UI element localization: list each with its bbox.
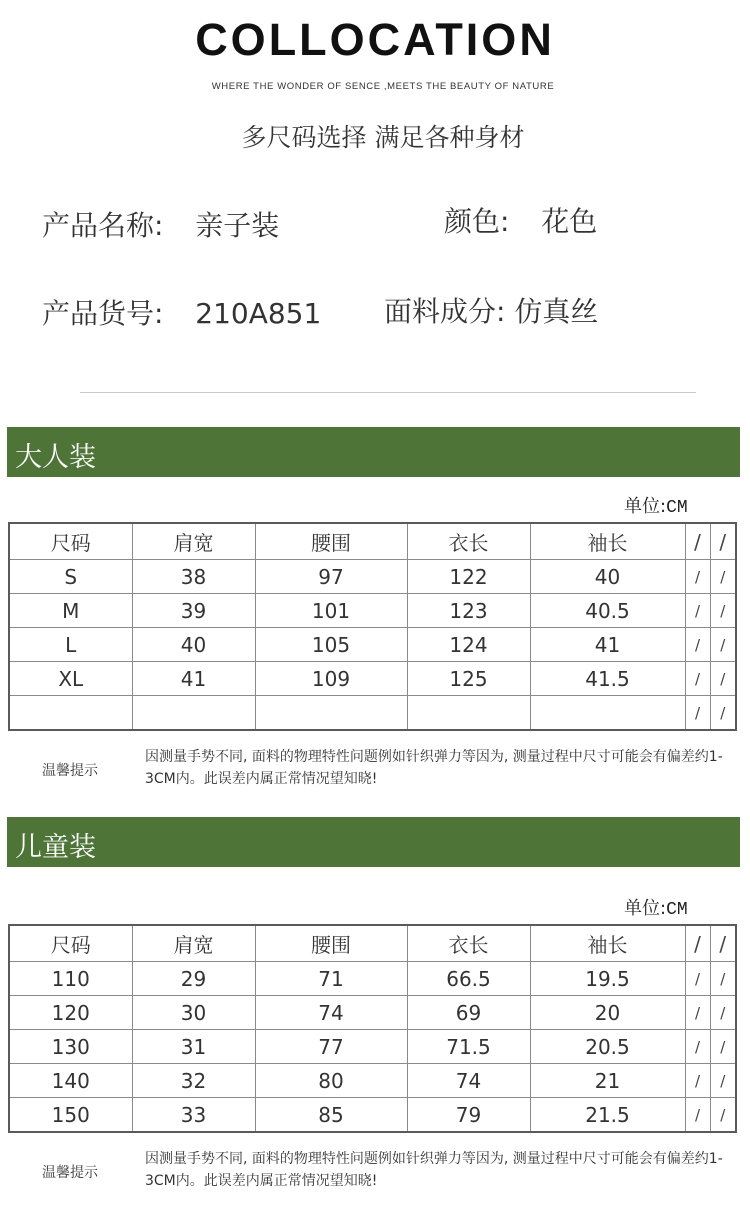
table-cell: / — [685, 1030, 710, 1064]
table-cell: 105 — [255, 628, 407, 662]
table-cell: / — [685, 1064, 710, 1098]
table-header-cell: / — [685, 523, 710, 560]
table-row — [9, 1030, 736, 1064]
table-cell: / — [710, 962, 736, 996]
adult-unit — [624, 492, 688, 518]
table-cell: 140 — [9, 1064, 132, 1098]
table-cell: / — [685, 996, 710, 1030]
adult-unit-value: CM — [666, 498, 688, 518]
kids-size-table — [8, 924, 737, 1133]
adult-note-label: 温馨提示 — [42, 763, 98, 779]
product-name-value: 亲子装 — [195, 209, 280, 242]
table-cell: 150 — [9, 1098, 132, 1133]
table-cell — [407, 696, 530, 731]
table-cell: XL — [9, 662, 132, 696]
table-cell: 66.5 — [407, 962, 530, 996]
product-sku-label: 产品货号: — [42, 297, 164, 330]
table-cell: / — [685, 628, 710, 662]
table-cell — [255, 696, 407, 731]
table-cell: / — [685, 696, 710, 731]
table-cell: / — [685, 962, 710, 996]
table-cell: 85 — [255, 1098, 407, 1133]
table-cell: 74 — [407, 1064, 530, 1098]
table-cell: / — [710, 696, 736, 731]
brand-tagline: WHERE THE WONDER OF SENCE ,MEETS THE BEAUTY OF NATURE — [211, 81, 555, 92]
table-cell: 41 — [132, 662, 255, 696]
table-header-cell: 腰围 — [255, 523, 407, 560]
table-header-cell: 肩宽 — [132, 523, 255, 560]
kids-unit-value: CM — [666, 900, 688, 920]
table-cell: / — [710, 560, 736, 594]
table-cell: 39 — [132, 594, 255, 628]
table-row — [9, 1098, 736, 1133]
table-header-cell: 腰围 — [255, 925, 407, 962]
table-row — [9, 628, 736, 662]
table-cell: 101 — [255, 594, 407, 628]
table-cell: 77 — [255, 1030, 407, 1064]
table-cell: / — [685, 662, 710, 696]
table-cell: 123 — [407, 594, 530, 628]
kids-banner-title: 儿童装 — [15, 832, 96, 863]
table-cell: 80 — [255, 1064, 407, 1098]
kids-unit-label: 单位: — [624, 898, 667, 919]
table-cell: 69 — [407, 996, 530, 1030]
table-cell: / — [710, 1030, 736, 1064]
table-cell: 20 — [530, 996, 685, 1030]
table-cell: 30 — [132, 996, 255, 1030]
section-divider — [80, 392, 696, 393]
table-header-cell: 袖长 — [530, 523, 685, 560]
adult-size-table — [8, 522, 737, 731]
table-header-row — [9, 925, 736, 962]
table-cell: / — [710, 594, 736, 628]
page-subtitle: 多尺码选择 满足各种身材 — [241, 123, 525, 152]
table-cell: 41.5 — [530, 662, 685, 696]
table-cell: 29 — [132, 962, 255, 996]
table-header-row — [9, 523, 736, 560]
table-header-cell: 衣长 — [407, 925, 530, 962]
table-cell: 79 — [407, 1098, 530, 1133]
product-sku-row — [42, 292, 321, 332]
table-cell: / — [685, 560, 710, 594]
table-cell: 40 — [530, 560, 685, 594]
kids-unit — [624, 894, 688, 920]
kids-banner — [7, 817, 740, 867]
product-sku-value: 210A851 — [195, 297, 322, 330]
product-name-label: 产品名称: — [42, 209, 164, 242]
table-cell: 110 — [9, 962, 132, 996]
product-fabric-label: 面料成分: — [384, 295, 506, 328]
table-cell: / — [685, 594, 710, 628]
table-row — [9, 560, 736, 594]
table-cell: / — [710, 1098, 736, 1133]
table-cell: 109 — [255, 662, 407, 696]
table-cell: / — [710, 628, 736, 662]
table-header-cell: 肩宽 — [132, 925, 255, 962]
table-cell — [9, 696, 132, 731]
table-cell: / — [685, 1098, 710, 1133]
table-row — [9, 962, 736, 996]
table-cell: S — [9, 560, 132, 594]
table-header-cell: / — [710, 523, 736, 560]
table-cell: 19.5 — [530, 962, 685, 996]
table-cell: 122 — [407, 560, 530, 594]
adult-unit-label: 单位: — [624, 496, 667, 517]
table-cell: 125 — [407, 662, 530, 696]
table-cell: / — [710, 1064, 736, 1098]
table-cell: 124 — [407, 628, 530, 662]
table-cell: 40.5 — [530, 594, 685, 628]
product-name-row — [42, 204, 279, 244]
table-header-cell: / — [710, 925, 736, 962]
table-cell: 41 — [530, 628, 685, 662]
table-row — [9, 594, 736, 628]
table-cell: L — [9, 628, 132, 662]
table-row — [9, 996, 736, 1030]
product-color-row — [444, 200, 597, 240]
adult-note-text: 因测量手势不同, 面料的物理特性问题例如针织弹力等因为, 测量过程中尺寸可能会有偏差约1-3CM内。此误差内属正常情况望知晓! — [145, 749, 723, 787]
table-cell: 32 — [132, 1064, 255, 1098]
table-cell: 71 — [255, 962, 407, 996]
table-cell: 71.5 — [407, 1030, 530, 1064]
table-cell: 120 — [9, 996, 132, 1030]
table-cell: 97 — [255, 560, 407, 594]
table-cell: 40 — [132, 628, 255, 662]
table-cell: 74 — [255, 996, 407, 1030]
table-cell: 20.5 — [530, 1030, 685, 1064]
table-row — [9, 662, 736, 696]
adult-banner-title: 大人装 — [15, 442, 96, 473]
table-header-cell: 尺码 — [9, 925, 132, 962]
table-cell: 130 — [9, 1030, 132, 1064]
table-header-cell: / — [685, 925, 710, 962]
product-color-value: 花色 — [541, 205, 598, 238]
table-header-cell: 袖长 — [530, 925, 685, 962]
table-cell: M — [9, 594, 132, 628]
table-header-cell: 衣长 — [407, 523, 530, 560]
product-color-label: 颜色: — [444, 205, 510, 238]
product-fabric-value: 仿真丝 — [514, 295, 599, 328]
kids-note-label: 温馨提示 — [42, 1165, 98, 1181]
table-header-cell: 尺码 — [9, 523, 132, 560]
table-cell: 21.5 — [530, 1098, 685, 1133]
adult-banner — [7, 427, 740, 477]
table-cell: 33 — [132, 1098, 255, 1133]
table-cell: 38 — [132, 560, 255, 594]
product-fabric-row — [384, 290, 598, 330]
table-cell — [530, 696, 685, 731]
table-row — [9, 1064, 736, 1098]
kids-note-text: 因测量手势不同, 面料的物理特性问题例如针织弹力等因为, 测量过程中尺寸可能会有偏差约1-3CM内。此误差内属正常情况望知晓! — [145, 1151, 723, 1189]
table-cell: 31 — [132, 1030, 255, 1064]
table-cell: 21 — [530, 1064, 685, 1098]
table-row — [9, 696, 736, 731]
table-cell — [132, 696, 255, 731]
brand-title: COLLOCATION — [195, 14, 555, 65]
table-cell: / — [710, 662, 736, 696]
table-cell: / — [710, 996, 736, 1030]
